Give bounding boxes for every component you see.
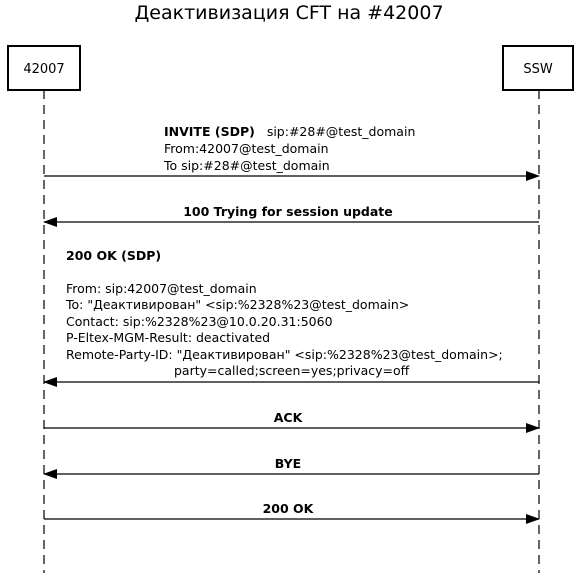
invite-name: INVITE (SDP)	[164, 124, 255, 139]
participant-42007-label: 42007	[23, 62, 65, 77]
message-ack	[44, 410, 539, 428]
message-trying	[44, 204, 539, 222]
ok-sdp-name: 200 OK (SDP)	[66, 248, 162, 263]
message-bye	[44, 456, 539, 474]
diagram-title: Деактивизация CFT на #42007	[134, 2, 444, 24]
message-200-ok-sdp	[44, 248, 539, 382]
ok-sdp-rpid-params: party=called;screen=yes;privacy=off	[174, 363, 410, 378]
invite-to: To sip:#28#@test_domain	[164, 158, 330, 173]
invite-uri: sip:#28#@test_domain	[266, 124, 416, 139]
participant-ssw-label: SSW	[523, 62, 553, 77]
participant-42007	[8, 46, 80, 90]
bye-label: BYE	[274, 456, 302, 471]
ok-sdp-from: From: sip:42007@test_domain	[66, 281, 257, 296]
ok-sdp-mgm: P-Eltex-MGM-Result: deactivated	[66, 330, 271, 345]
participant-ssw	[503, 46, 573, 90]
ack-label: ACK	[273, 410, 303, 425]
svg-text:INVITE (SDP) sip:#28#@te	[164, 124, 415, 139]
message-invite	[44, 124, 539, 176]
ok-sdp-rpid: Remote-Party-ID: "Деактивирован" <sip:%2328%23@test_domain>;	[66, 347, 503, 362]
ok-label: 200 OK	[262, 501, 314, 516]
message-200-ok	[44, 501, 539, 519]
ok-sdp-contact: Contact: sip:%2328%23@10.0.20.31:5060	[66, 314, 333, 329]
ok-sdp-to: To: "Деактивирован" <sip:%2328%23@test_domain>	[66, 297, 410, 312]
invite-from: From:42007@test_domain	[164, 141, 329, 156]
trying-label: 100 Trying for session update	[183, 204, 393, 219]
